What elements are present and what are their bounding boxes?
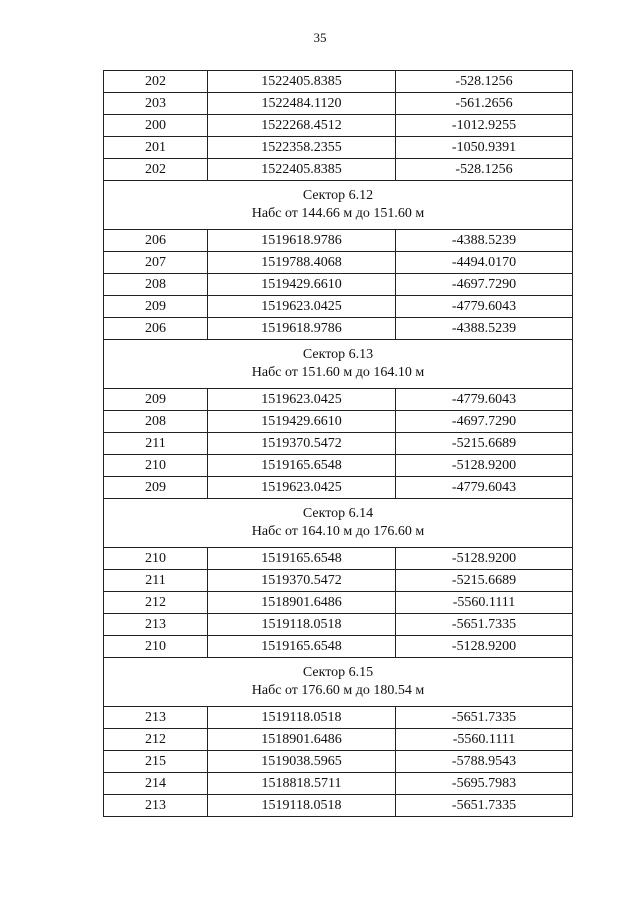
- table-row: [104, 137, 573, 159]
- point-number-cell: 201: [104, 137, 208, 159]
- point-number-cell: 212: [104, 592, 208, 614]
- y-coordinate-cell: -4388.5239: [396, 318, 573, 340]
- y-coordinate-cell: -4779.6043: [396, 389, 573, 411]
- point-number-cell: 208: [104, 411, 208, 433]
- y-coordinate-cell: -5215.6689: [396, 570, 573, 592]
- point-number-cell: 206: [104, 230, 208, 252]
- y-coordinate-cell: -5215.6689: [396, 433, 573, 455]
- x-coordinate-cell: 1519118.0518: [208, 614, 396, 636]
- y-coordinate-cell: -1050.9391: [396, 137, 573, 159]
- sector-header-row: [104, 658, 573, 707]
- point-number-cell: 207: [104, 252, 208, 274]
- table-row: [104, 477, 573, 499]
- sector-header-row: [104, 340, 573, 389]
- x-coordinate-cell: 1519618.9786: [208, 230, 396, 252]
- table-row: [104, 751, 573, 773]
- sector-title: Сектор 6.14: [302, 506, 374, 521]
- y-coordinate-cell: -5651.7335: [396, 614, 573, 636]
- x-coordinate-cell: 1519788.4068: [208, 252, 396, 274]
- table-row: [104, 433, 573, 455]
- point-number-cell: 200: [104, 115, 208, 137]
- y-coordinate-cell: -5128.9200: [396, 455, 573, 477]
- table-row: [104, 614, 573, 636]
- sector-header-row: [104, 181, 573, 230]
- point-number-cell: 210: [104, 636, 208, 658]
- sector-depth-range: Набс от 176.60 м до 180.54 м: [251, 683, 425, 698]
- y-coordinate-cell: -528.1256: [396, 159, 573, 181]
- sector-title: Сектор 6.15: [302, 665, 374, 680]
- table-row: [104, 570, 573, 592]
- table-row: [104, 707, 573, 729]
- sector-header-cell: [104, 340, 573, 389]
- x-coordinate-cell: 1519370.5472: [208, 570, 396, 592]
- x-coordinate-cell: 1518901.6486: [208, 729, 396, 751]
- table-row: [104, 252, 573, 274]
- table-row: [104, 93, 573, 115]
- y-coordinate-cell: -1012.9255: [396, 115, 573, 137]
- x-coordinate-cell: 1519623.0425: [208, 296, 396, 318]
- y-coordinate-cell: -5651.7335: [396, 795, 573, 817]
- x-coordinate-cell: 1519623.0425: [208, 389, 396, 411]
- x-coordinate-cell: 1522268.4512: [208, 115, 396, 137]
- y-coordinate-cell: -5128.9200: [396, 636, 573, 658]
- table-row: [104, 115, 573, 137]
- sector-header-row: [104, 499, 573, 548]
- point-number-cell: 212: [104, 729, 208, 751]
- table-row: [104, 411, 573, 433]
- table-row: [104, 71, 573, 93]
- point-number-cell: 213: [104, 614, 208, 636]
- point-number-cell: 208: [104, 274, 208, 296]
- x-coordinate-cell: 1519165.6548: [208, 548, 396, 570]
- x-coordinate-cell: 1519429.6610: [208, 274, 396, 296]
- x-coordinate-cell: 1519165.6548: [208, 455, 396, 477]
- table-row: [104, 548, 573, 570]
- sector-header-cell: [104, 658, 573, 707]
- y-coordinate-cell: -4697.7290: [396, 411, 573, 433]
- point-number-cell: 209: [104, 389, 208, 411]
- x-coordinate-cell: 1519038.5965: [208, 751, 396, 773]
- sector-depth-range: Набс от 151.60 м до 164.10 м: [251, 365, 425, 380]
- sector-depth-range: Набс от 164.10 м до 176.60 м: [251, 524, 425, 539]
- x-coordinate-cell: 1518818.5711: [208, 773, 396, 795]
- point-number-cell: 213: [104, 707, 208, 729]
- table-row: [104, 318, 573, 340]
- x-coordinate-cell: 1522405.8385: [208, 159, 396, 181]
- table-row: [104, 773, 573, 795]
- table-row: [104, 274, 573, 296]
- point-number-cell: 206: [104, 318, 208, 340]
- x-coordinate-cell: 1519118.0518: [208, 707, 396, 729]
- sector-title: Сектор 6.12: [302, 188, 374, 203]
- point-number-cell: 211: [104, 570, 208, 592]
- table-row: [104, 795, 573, 817]
- table-row: [104, 230, 573, 252]
- x-coordinate-cell: 1522358.2355: [208, 137, 396, 159]
- coordinates-table-body: [104, 71, 573, 817]
- x-coordinate-cell: 1519623.0425: [208, 477, 396, 499]
- y-coordinate-cell: -5651.7335: [396, 707, 573, 729]
- x-coordinate-cell: 1519618.9786: [208, 318, 396, 340]
- point-number-cell: 209: [104, 477, 208, 499]
- table-row: [104, 389, 573, 411]
- coordinates-table: [103, 70, 573, 817]
- y-coordinate-cell: -4494.0170: [396, 252, 573, 274]
- y-coordinate-cell: -4388.5239: [396, 230, 573, 252]
- point-number-cell: 210: [104, 548, 208, 570]
- point-number-cell: 203: [104, 93, 208, 115]
- table-row: [104, 592, 573, 614]
- y-coordinate-cell: -5128.9200: [396, 548, 573, 570]
- y-coordinate-cell: -5788.9543: [396, 751, 573, 773]
- point-number-cell: 209: [104, 296, 208, 318]
- y-coordinate-cell: -4779.6043: [396, 477, 573, 499]
- table-row: [104, 159, 573, 181]
- point-number-cell: 213: [104, 795, 208, 817]
- point-number-cell: 215: [104, 751, 208, 773]
- x-coordinate-cell: 1518901.6486: [208, 592, 396, 614]
- point-number-cell: 202: [104, 71, 208, 93]
- x-coordinate-cell: 1522405.8385: [208, 71, 396, 93]
- table-row: [104, 296, 573, 318]
- sector-header-cell: [104, 499, 573, 548]
- y-coordinate-cell: -5560.1111: [396, 729, 573, 751]
- y-coordinate-cell: -561.2656: [396, 93, 573, 115]
- y-coordinate-cell: -528.1256: [396, 71, 573, 93]
- y-coordinate-cell: -5695.7983: [396, 773, 573, 795]
- x-coordinate-cell: 1519165.6548: [208, 636, 396, 658]
- table-row: [104, 636, 573, 658]
- y-coordinate-cell: -4697.7290: [396, 274, 573, 296]
- point-number-cell: 214: [104, 773, 208, 795]
- sector-depth-range: Набс от 144.66 м до 151.60 м: [251, 206, 425, 221]
- x-coordinate-cell: 1519429.6610: [208, 411, 396, 433]
- x-coordinate-cell: 1522484.1120: [208, 93, 396, 115]
- point-number-cell: 202: [104, 159, 208, 181]
- y-coordinate-cell: -4779.6043: [396, 296, 573, 318]
- point-number-cell: 211: [104, 433, 208, 455]
- sector-title: Сектор 6.13: [302, 347, 374, 362]
- page-number: 35: [313, 30, 327, 45]
- table-row: [104, 455, 573, 477]
- sector-header-cell: [104, 181, 573, 230]
- point-number-cell: 210: [104, 455, 208, 477]
- table-row: [104, 729, 573, 751]
- y-coordinate-cell: -5560.1111: [396, 592, 573, 614]
- x-coordinate-cell: 1519118.0518: [208, 795, 396, 817]
- x-coordinate-cell: 1519370.5472: [208, 433, 396, 455]
